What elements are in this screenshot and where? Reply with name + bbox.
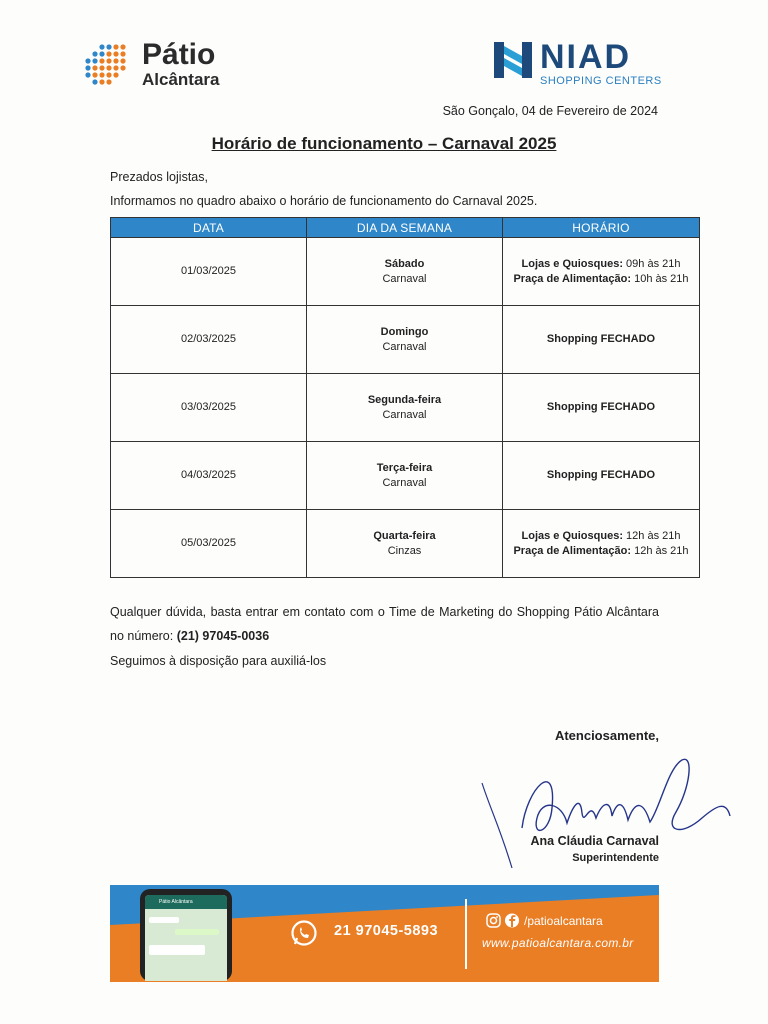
closed-cell: Shopping FECHADO bbox=[503, 306, 700, 374]
niad-logo-sub: SHOPPING CENTERS bbox=[540, 75, 662, 87]
hours-line bbox=[507, 257, 695, 272]
instagram-icon bbox=[487, 914, 500, 927]
document-title bbox=[0, 134, 768, 154]
phone-mockup bbox=[140, 889, 232, 981]
column-header-day: DIA DA SEMANA bbox=[307, 218, 503, 238]
hours-cell bbox=[503, 510, 700, 578]
n-mark-logo-icon bbox=[494, 42, 532, 78]
hours-value: 12h às 21h bbox=[622, 529, 681, 542]
footer-divider bbox=[465, 899, 467, 969]
document-title-text: Horário de funcionamento – Carnaval 2025 bbox=[211, 134, 557, 153]
day-note: Cinzas bbox=[387, 544, 422, 557]
date-cell: 05/03/2025 bbox=[111, 510, 307, 578]
website-url: www.patioalcantara.com.br bbox=[482, 936, 634, 950]
day-note: Carnaval bbox=[382, 476, 427, 489]
contact-text: Qualquer dúvida, basta entrar em contato com o Time de Marketing do Shopping Pátio Alcântara no número: bbox=[110, 605, 659, 643]
hours-value: 12h às 21h bbox=[631, 544, 689, 557]
day-name: Segunda-feira bbox=[367, 393, 442, 406]
hours-line bbox=[507, 529, 695, 544]
phone-chat-header: Pátio Alcântara bbox=[145, 895, 227, 909]
day-name: Sábado bbox=[384, 257, 425, 270]
table-row bbox=[111, 238, 700, 306]
facebook-icon bbox=[505, 914, 519, 928]
intro-text: Informamos no quadro abaixo o horário de funcionamento do Carnaval 2025. bbox=[110, 194, 538, 208]
closed-cell: Shopping FECHADO bbox=[503, 374, 700, 442]
patio-logo-sub: Alcântara bbox=[142, 70, 220, 89]
patio-logo-name: Pátio bbox=[142, 38, 216, 71]
whatsapp-icon bbox=[290, 919, 318, 947]
hours-line bbox=[507, 272, 695, 287]
table-row bbox=[111, 374, 700, 442]
hours-label: Praça de Alimentação: bbox=[513, 544, 632, 557]
day-cell bbox=[307, 442, 503, 510]
chat-bubble bbox=[149, 917, 179, 923]
greeting: Prezados lojistas, bbox=[110, 170, 208, 184]
day-note: Carnaval bbox=[382, 408, 427, 421]
schedule-table bbox=[110, 217, 700, 578]
column-header-date: DATA bbox=[111, 218, 307, 238]
patio-alcantara-logo bbox=[84, 40, 254, 92]
hours-label: Lojas e Quiosques: bbox=[521, 257, 623, 270]
hours-label: Praça de Alimentação: bbox=[513, 272, 632, 285]
closed-cell: Shopping FECHADO bbox=[503, 442, 700, 510]
table-header-row bbox=[111, 218, 700, 238]
date-cell: 03/03/2025 bbox=[111, 374, 307, 442]
dot-grid-logo-icon bbox=[84, 43, 132, 87]
contact-phone: (21) 97045-0036 bbox=[176, 629, 270, 643]
day-cell bbox=[307, 306, 503, 374]
signer-name: Ana Cláudia Carnaval bbox=[530, 834, 659, 848]
date-cell: 01/03/2025 bbox=[111, 238, 307, 306]
day-note: Carnaval bbox=[382, 272, 427, 285]
hours-label: Lojas e Quiosques: bbox=[521, 529, 623, 542]
hours-value: 09h às 21h bbox=[622, 257, 681, 270]
niad-logo bbox=[494, 40, 664, 90]
chat-bubble bbox=[149, 945, 205, 955]
signer-role: Superintendente bbox=[572, 852, 659, 864]
date-cell: 04/03/2025 bbox=[111, 442, 307, 510]
chat-bubble bbox=[175, 929, 219, 935]
day-name: Domingo bbox=[380, 325, 429, 338]
hours-cell bbox=[503, 238, 700, 306]
footer-phone: 21 97045-5893 bbox=[334, 923, 439, 939]
footer-banner bbox=[110, 885, 659, 982]
closing-note: Seguimos à disposição para auxiliá-los bbox=[110, 654, 327, 668]
table-row bbox=[111, 306, 700, 374]
social-handle: /patioalcantara bbox=[524, 914, 603, 928]
regards: Atenciosamente, bbox=[554, 728, 659, 743]
hours-value: 10h às 21h bbox=[631, 272, 689, 285]
day-cell bbox=[307, 510, 503, 578]
hours-line bbox=[507, 544, 695, 559]
table-row bbox=[111, 510, 700, 578]
day-cell bbox=[307, 374, 503, 442]
day-name: Quarta-feira bbox=[373, 529, 436, 542]
day-cell bbox=[307, 238, 503, 306]
date-line: São Gonçalo, 04 de Fevereiro de 2024 bbox=[442, 104, 658, 118]
social-icons bbox=[486, 913, 520, 929]
phone-screen bbox=[145, 895, 227, 981]
day-name: Terça-feira bbox=[376, 461, 433, 474]
contact-paragraph bbox=[110, 600, 659, 648]
date-cell: 02/03/2025 bbox=[111, 306, 307, 374]
niad-logo-name: NIAD bbox=[540, 38, 632, 76]
day-note: Carnaval bbox=[382, 340, 427, 353]
column-header-hours: HORÁRIO bbox=[503, 218, 700, 238]
table-row bbox=[111, 442, 700, 510]
